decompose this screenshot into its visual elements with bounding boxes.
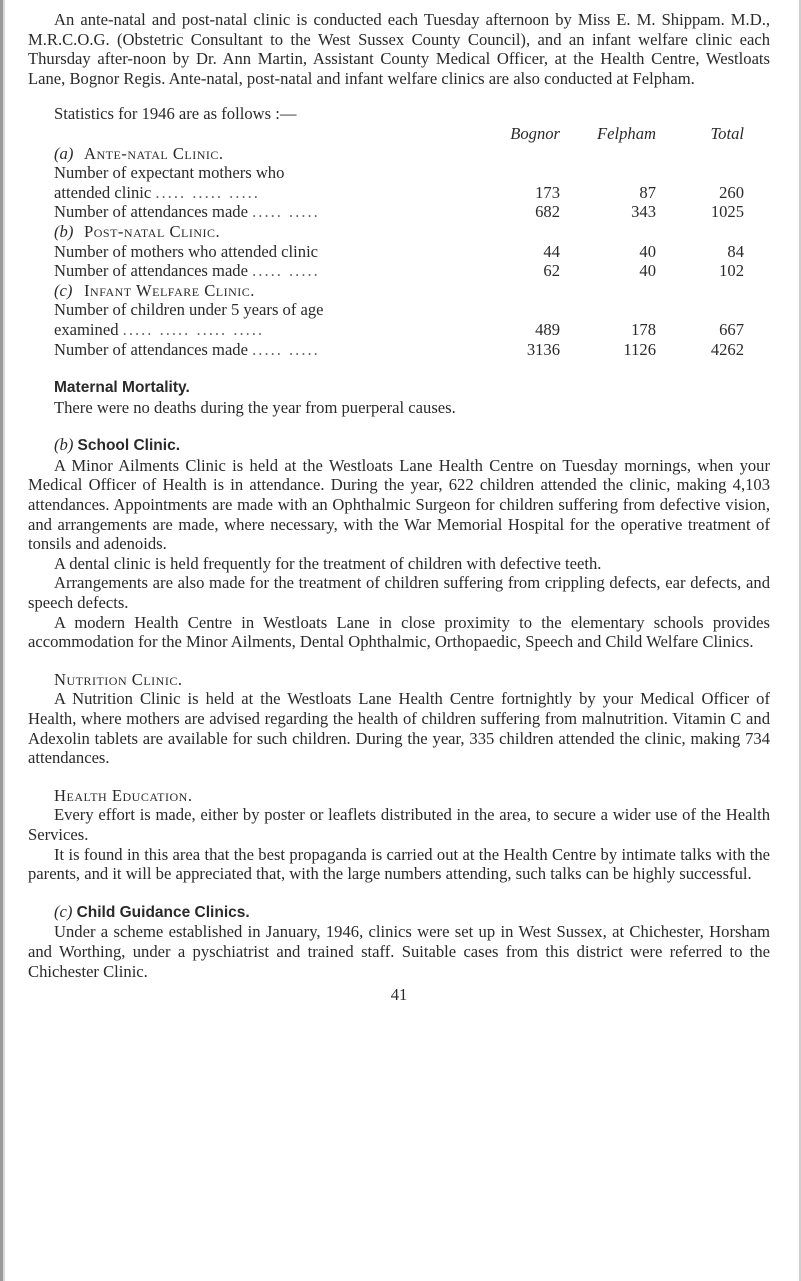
page-edge-shadow	[3, 0, 5, 1281]
school-clinic-title: School Clinic.	[77, 437, 180, 455]
cell-felpham: 40	[639, 261, 656, 281]
row-label: Number of mothers who attended clinic	[54, 241, 319, 261]
section-letter: (c)	[54, 901, 73, 921]
column-header-total: Total	[710, 123, 744, 143]
maternal-mortality-text: There were no deaths during the year from puerperal causes.	[54, 397, 456, 417]
cell-total: 102	[719, 261, 744, 281]
row-label: Number of children under 5 years of age	[54, 300, 324, 320]
table-row: attended clinic ..... ..... ..... 173 87 260	[54, 182, 744, 202]
school-clinic-paragraph: A modern Health Centre in Westloats Lane in close proximity to the elementary schools provides accommodation for the Minor Ailments, Dental Ophthalmic, Orthopaedic, Speech and Child Welfare Clinics.	[28, 612, 770, 652]
cell-bognor: 3136	[526, 339, 560, 359]
table-row	[54, 300, 744, 320]
cell-bognor: 44	[543, 241, 560, 261]
health-education-paragraph: It is found in this area that the best propaganda is carried out at the Health Centre by intimate talks with the parents, and it will be appreciated that, with the large numbers attending, such talks can be highly successful.	[28, 844, 770, 884]
cell-total: 260	[719, 182, 744, 202]
section-title-row	[54, 144, 744, 164]
column-header-felpham: Felpham	[597, 123, 656, 143]
row-label: Number of attendances made	[54, 339, 248, 359]
nutrition-clinic-text: A Nutrition Clinic is held at the Westloats Lane Health Centre fortnightly by your Medical Officer of Health, where mothers are advised regarding the health of children suffering from malnutrition. Vitamin C and Adexolin tablets are available for such children. During the year, 335 children attended the clinic, making 734 attendances.	[28, 689, 770, 768]
table-row: Number of attendances made ..... ..... 3136 1126 4262	[54, 339, 744, 359]
cell-total: 4262	[710, 339, 744, 359]
table-row	[54, 242, 744, 262]
child-guidance-heading	[28, 902, 770, 923]
cell-felpham: 40	[639, 241, 656, 261]
child-guidance-text: Under a scheme established in January, 1946, clinics were set up in West Sussex, at Chichester, Horsham and Worthing, under a pyschiatrist and trained staff. Suitable cases from this district were referred to the Chichester Clinic.	[28, 922, 770, 981]
nutrition-clinic-heading: Nutrition Clinic.	[54, 669, 183, 689]
table-row: Number of attendances made ..... ..... 682 343 1025	[54, 202, 744, 222]
table-row	[54, 163, 744, 183]
cell-felpham: 1126	[623, 339, 656, 359]
section-title-row	[54, 222, 744, 242]
cell-bognor: 173	[535, 182, 560, 202]
maternal-mortality-heading: Maternal Mortality.	[54, 379, 190, 397]
cell-bognor: 682	[535, 202, 560, 222]
intro-paragraph: An ante-natal and post-natal clinic is conducted each Tuesday afternoon by Miss E. M. Shippam. M.D., M.R.C.O.G. (Obstetric Consultant to the West Sussex County Council), and an infant welfare clinic each Thursday after-noon by Dr. Ann Martin, Assistant County Medical Officer, at the Health Centre, Westloats Lane, Bognor Regis. Ante-natal, post-natal and infant welfare clinics are also conducted at Felpham.	[28, 10, 770, 88]
page-number: 41	[390, 985, 408, 1005]
cell-felpham: 343	[631, 202, 656, 222]
stats-intro: Statistics for 1946 are as follows :—	[54, 104, 297, 124]
section-title-row	[54, 281, 744, 301]
section-letter: (c)	[54, 280, 73, 300]
row-label: Number of attendances made	[54, 261, 248, 281]
cell-total: 1025	[710, 202, 744, 222]
cell-bognor: 489	[535, 319, 560, 339]
table-row: examined ..... ..... ..... ..... 489 178 667	[54, 319, 744, 339]
cell-felpham: 87	[639, 182, 656, 202]
school-clinic-heading	[28, 435, 770, 456]
row-label: examined	[54, 319, 119, 339]
section-title: Ante-natal Clinic.	[84, 143, 224, 163]
school-clinic-paragraph: Arrangements are also made for the treatment of children suffering from crippling defects, ear defects, and speech defects.	[28, 573, 770, 613]
health-education-paragraph: Every effort is made, either by poster or leaflets distributed in the area, to secure a wider use of the Health Services.	[28, 805, 770, 844]
section-letter: (b)	[54, 435, 74, 455]
section-title: Infant Welfare Clinic.	[84, 280, 255, 300]
cell-total: 667	[719, 319, 744, 339]
cell-felpham: 178	[631, 319, 656, 339]
cell-total: 84	[727, 241, 744, 261]
school-clinic-paragraph: A Minor Ailments Clinic is held at the Westloats Lane Health Centre on Tuesday mornings, when your Medical Officer of Health is in attendance. During the year, 622 children attended the clinic, making 4,103 attendances. Appointments are made with an Ophthalmic Surgeon for children suffering from defective vision, and arrangements are made, where necessary, with the War Memorial Hospital for the operative treatment of tonsils and adenoids.	[28, 455, 770, 554]
section-letter: (a)	[54, 143, 74, 163]
row-label: attended clinic	[54, 182, 152, 202]
table-row: Number of attendances made ..... ..... 62 40 102	[54, 261, 744, 281]
section-title: Post-natal Clinic.	[84, 221, 221, 241]
section-letter: (b)	[54, 221, 74, 241]
row-label: Number of expectant mothers who	[54, 163, 285, 183]
column-header-bognor: Bognor	[510, 123, 560, 143]
document-page	[28, 10, 770, 1005]
statistics-table	[54, 124, 744, 359]
row-label: Number of attendances made	[54, 202, 248, 222]
school-clinic-paragraph: A dental clinic is held frequently for the treatment of children with defective teeth.	[54, 553, 602, 573]
health-education-heading: Health Education.	[54, 785, 193, 805]
cell-bognor: 62	[543, 261, 560, 281]
child-guidance-title: Child Guidance Clinics.	[76, 903, 250, 921]
stats-header-row	[54, 124, 744, 144]
